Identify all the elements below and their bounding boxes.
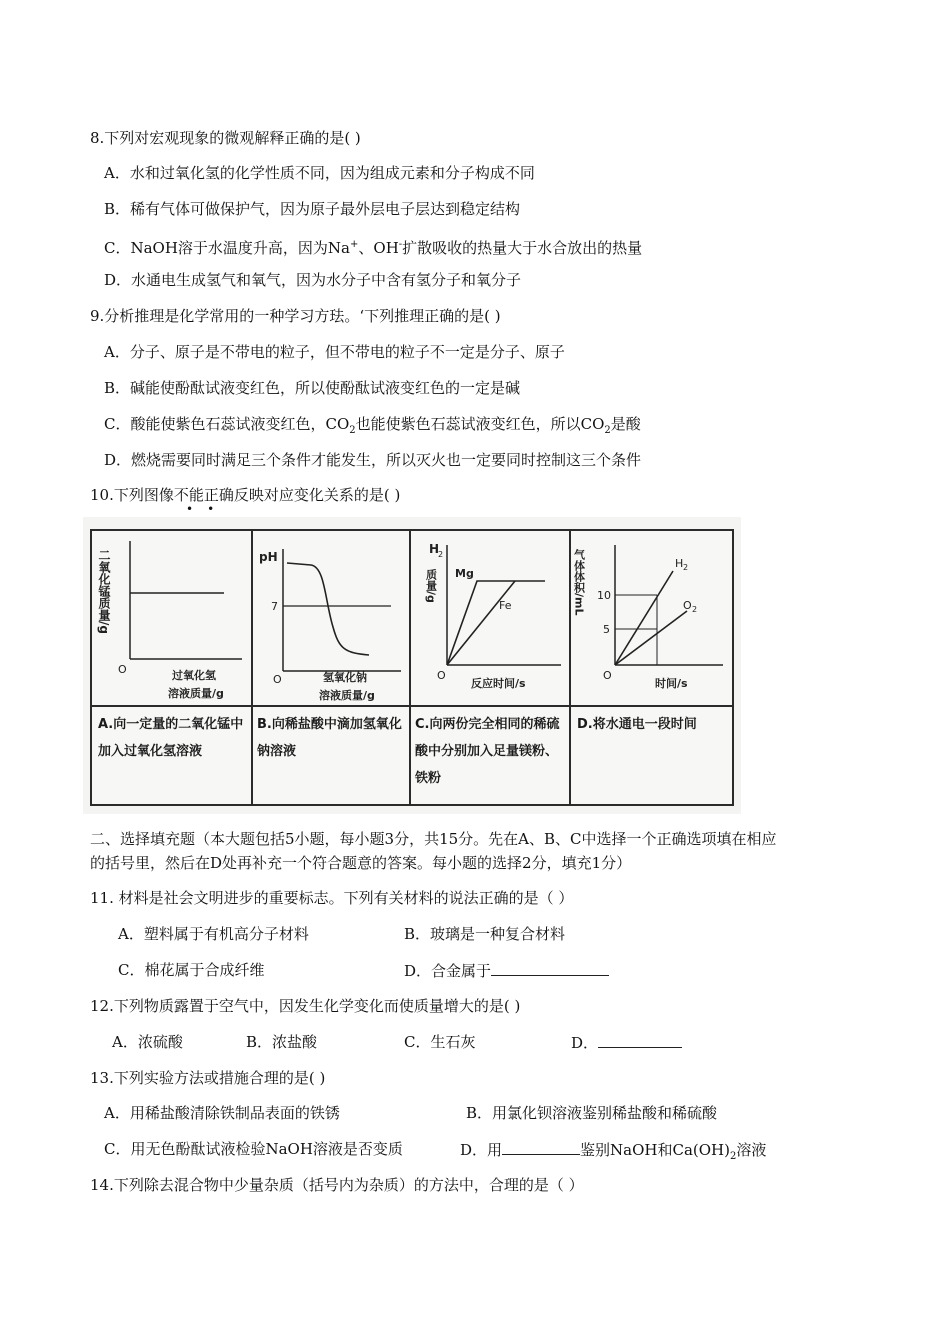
- q8-c-mid: 、OH: [358, 239, 399, 257]
- q8-option-c: [104, 235, 642, 258]
- q12-answer-blank[interactable]: [598, 1032, 682, 1048]
- panel-c-origin: O: [437, 669, 446, 682]
- panel-c-y-label-sub: 2: [438, 550, 444, 559]
- q9-option-a: A．分子、原子是不带电的粒子，但不带电的粒子不一定是分子、原子: [104, 343, 565, 361]
- panel-b-origin: O: [273, 673, 282, 686]
- panel-d-y-label: 气体体积/mL: [572, 549, 586, 616]
- q8-option-a: A．水和过氧化氢的化学性质不同，因为组成元素和分子构成不同: [104, 164, 535, 182]
- panel-c-y-label-top: H: [429, 542, 440, 556]
- q12-option-d: [571, 1032, 682, 1053]
- q13-option-b: B．用氯化钡溶液鉴别稀盐酸和稀硫酸: [466, 1104, 718, 1122]
- q9-option-c: [104, 414, 641, 441]
- panel-d-o2-line: [615, 611, 687, 665]
- q13-option-a: A．用稀盐酸清除铁制品表面的铁锈: [104, 1104, 340, 1122]
- panel-b-x-label-1: 氢氧化钠: [323, 671, 367, 684]
- panel-d-h2-line: [615, 571, 673, 665]
- q11-option-d: [404, 960, 609, 981]
- q11-answer-blank[interactable]: [491, 960, 609, 976]
- panel-b-series-line: [287, 563, 369, 655]
- panel-a-x-label-2: 溶液质量/g: [168, 687, 224, 700]
- section-2-instructions: 的括号里，然后在D处再补充一个符合题意的答案。每小题的选择2分，填充1分）: [90, 854, 632, 872]
- panel-a-y-label: 二氧化锰质量/g: [97, 549, 111, 634]
- q11-option-a: A．塑料属于有机高分子材料: [118, 925, 309, 943]
- panel-b-caption-cell: [251, 705, 411, 806]
- panel-c-caption: C.向两份完全相同的稀硫酸中分别加入足量镁粉、铁粉: [415, 717, 560, 786]
- q12-stem: 12.下列物质露置于空气中，因发生化学变化而使质量增大的是( ): [90, 997, 521, 1015]
- panel-d-origin: O: [603, 669, 612, 682]
- panel-d-series-2: O: [683, 599, 692, 612]
- q12-option-c: C．生石灰: [404, 1033, 476, 1051]
- q13-d-suffix-1: 鉴别NaOH和Ca(OH): [580, 1141, 730, 1159]
- q11-d-label: D．合金属于: [404, 962, 492, 980]
- q11-option-c: C．棉花属于合成纤维: [118, 961, 265, 979]
- q8-c-prefix: C．NaOH溶于水温度升高，因为Na: [104, 239, 350, 257]
- panel-c-graph: [409, 529, 571, 707]
- emphasis-dots: ••: [186, 502, 229, 516]
- q8-c-sup1: +: [350, 239, 359, 250]
- panel-a-chart: [92, 531, 251, 705]
- panel-d-series-2-sub: 2: [692, 605, 698, 614]
- panel-b-y-label: pH: [259, 550, 278, 564]
- panel-c-caption-cell: [409, 705, 571, 806]
- panel-b-graph: [251, 529, 411, 707]
- q8-c-sup2: -: [398, 239, 403, 250]
- panel-a-origin: O: [118, 663, 127, 676]
- q13-stem: 13.下列实验方法或措施合理的是( ): [90, 1069, 326, 1087]
- q13-d-sub: 2: [729, 1151, 737, 1162]
- panel-d-chart: [571, 531, 732, 705]
- q8-option-b: B．稀有气体可做保护气，因为原子最外层电子层达到稳定结构: [104, 200, 521, 218]
- panel-c-y-label-rest: 质量/g: [424, 569, 438, 603]
- panel-c-x-label: 反应时间/s: [471, 677, 526, 690]
- q13-d-suffix-2: 溶液: [736, 1141, 767, 1159]
- panel-b-chart: [253, 531, 409, 705]
- panel-d-graph: [569, 529, 734, 707]
- q8-option-d: D．水通电生成氢气和氧气，因为水分子中含有氢分子和氧分子: [104, 271, 522, 289]
- panel-b-tick-7: 7: [271, 600, 278, 613]
- panel-d-tick-5: 5: [603, 623, 610, 636]
- q12-d-label: D．: [571, 1034, 599, 1052]
- panel-d-tick-10: 10: [597, 589, 611, 602]
- q8-stem: 8.下列对宏观现象的微观解释正确的是( ): [90, 129, 361, 147]
- panel-a-caption-cell: [90, 705, 253, 806]
- q9-option-b: B．碱能使酚酞试液变红色，所以使酚酞试液变红色的一定是碱: [104, 379, 521, 397]
- q13-d-prefix: D．用: [460, 1141, 503, 1159]
- panel-d-caption-cell: [569, 705, 734, 806]
- q8-c-suffix: 扩散吸收的热量大于水合放出的热量: [402, 239, 643, 257]
- q9-c-prefix: C．酸能使紫色石蕊试液变红色，CO: [104, 415, 350, 433]
- panel-c-series-2: Fe: [499, 599, 512, 612]
- panel-c-chart: [411, 531, 569, 705]
- panel-a-caption: A.向一定量的二氧化锰中加入过氧化氢溶液: [98, 717, 244, 759]
- panel-b-caption: B.向稀盐酸中滴加氢氧化钠溶液: [257, 717, 402, 759]
- panel-d-series-1-sub: 2: [683, 563, 689, 572]
- panel-d-x-label: 时间/s: [655, 677, 688, 690]
- q9-option-d: D．燃烧需要同时满足三个条件才能发生，所以灭火也一定要同时控制这三个条件: [104, 451, 642, 469]
- panel-c-fe-line: [447, 581, 515, 665]
- q9-c-suffix: 是酸: [610, 415, 641, 433]
- section-2-heading: 二、选择填充题（本大题包括5小题，每小题3分，共15分。先在A、B、C中选择一个正确选项填在相应: [90, 830, 777, 848]
- q13-answer-blank[interactable]: [502, 1139, 580, 1155]
- q10-figure: [83, 517, 741, 814]
- panel-b-x-label-2: 溶液质量/g: [319, 689, 375, 702]
- q9-stem: 9.分析推理是化学常用的一种学习方珐。‘下列推理正确的是( ): [90, 307, 501, 325]
- q11-option-b: B．玻璃是一种复合材料: [404, 925, 566, 943]
- q13-option-d: [460, 1139, 766, 1167]
- panel-a-graph: [90, 529, 253, 707]
- panel-c-series-1: Mg: [455, 567, 474, 580]
- q14-stem: 14.下列除去混合物中少量杂质（括号内为杂质）的方法中，合理的是（ ）: [90, 1176, 584, 1194]
- q12-option-b: B．浓盐酸: [246, 1033, 318, 1051]
- panel-d-series-1: H: [675, 557, 684, 570]
- q9-c-sub1: 2: [349, 425, 356, 436]
- q9-c-mid: 也能使紫色石蕊试液变红色，所以CO: [355, 415, 605, 433]
- panel-c-mg-line: [447, 581, 545, 665]
- panel-d-caption: D.将水通电一段时间: [577, 717, 697, 732]
- q9-c-sub2: 2: [604, 425, 611, 436]
- panel-a-x-label-1: 过氧化氢: [172, 669, 216, 682]
- q11-stem: 11. 材料是社会文明进步的重要标志。下列有关材料的说法正确的是（ ）: [90, 889, 574, 907]
- q10-stem: 10.下列图像不能正确反映对应变化关系的是( ): [90, 486, 401, 504]
- q12-option-a: A．浓硫酸: [112, 1033, 183, 1051]
- q13-option-c: C．用无色酚酞试液检验NaOH溶液是否变质: [104, 1140, 403, 1158]
